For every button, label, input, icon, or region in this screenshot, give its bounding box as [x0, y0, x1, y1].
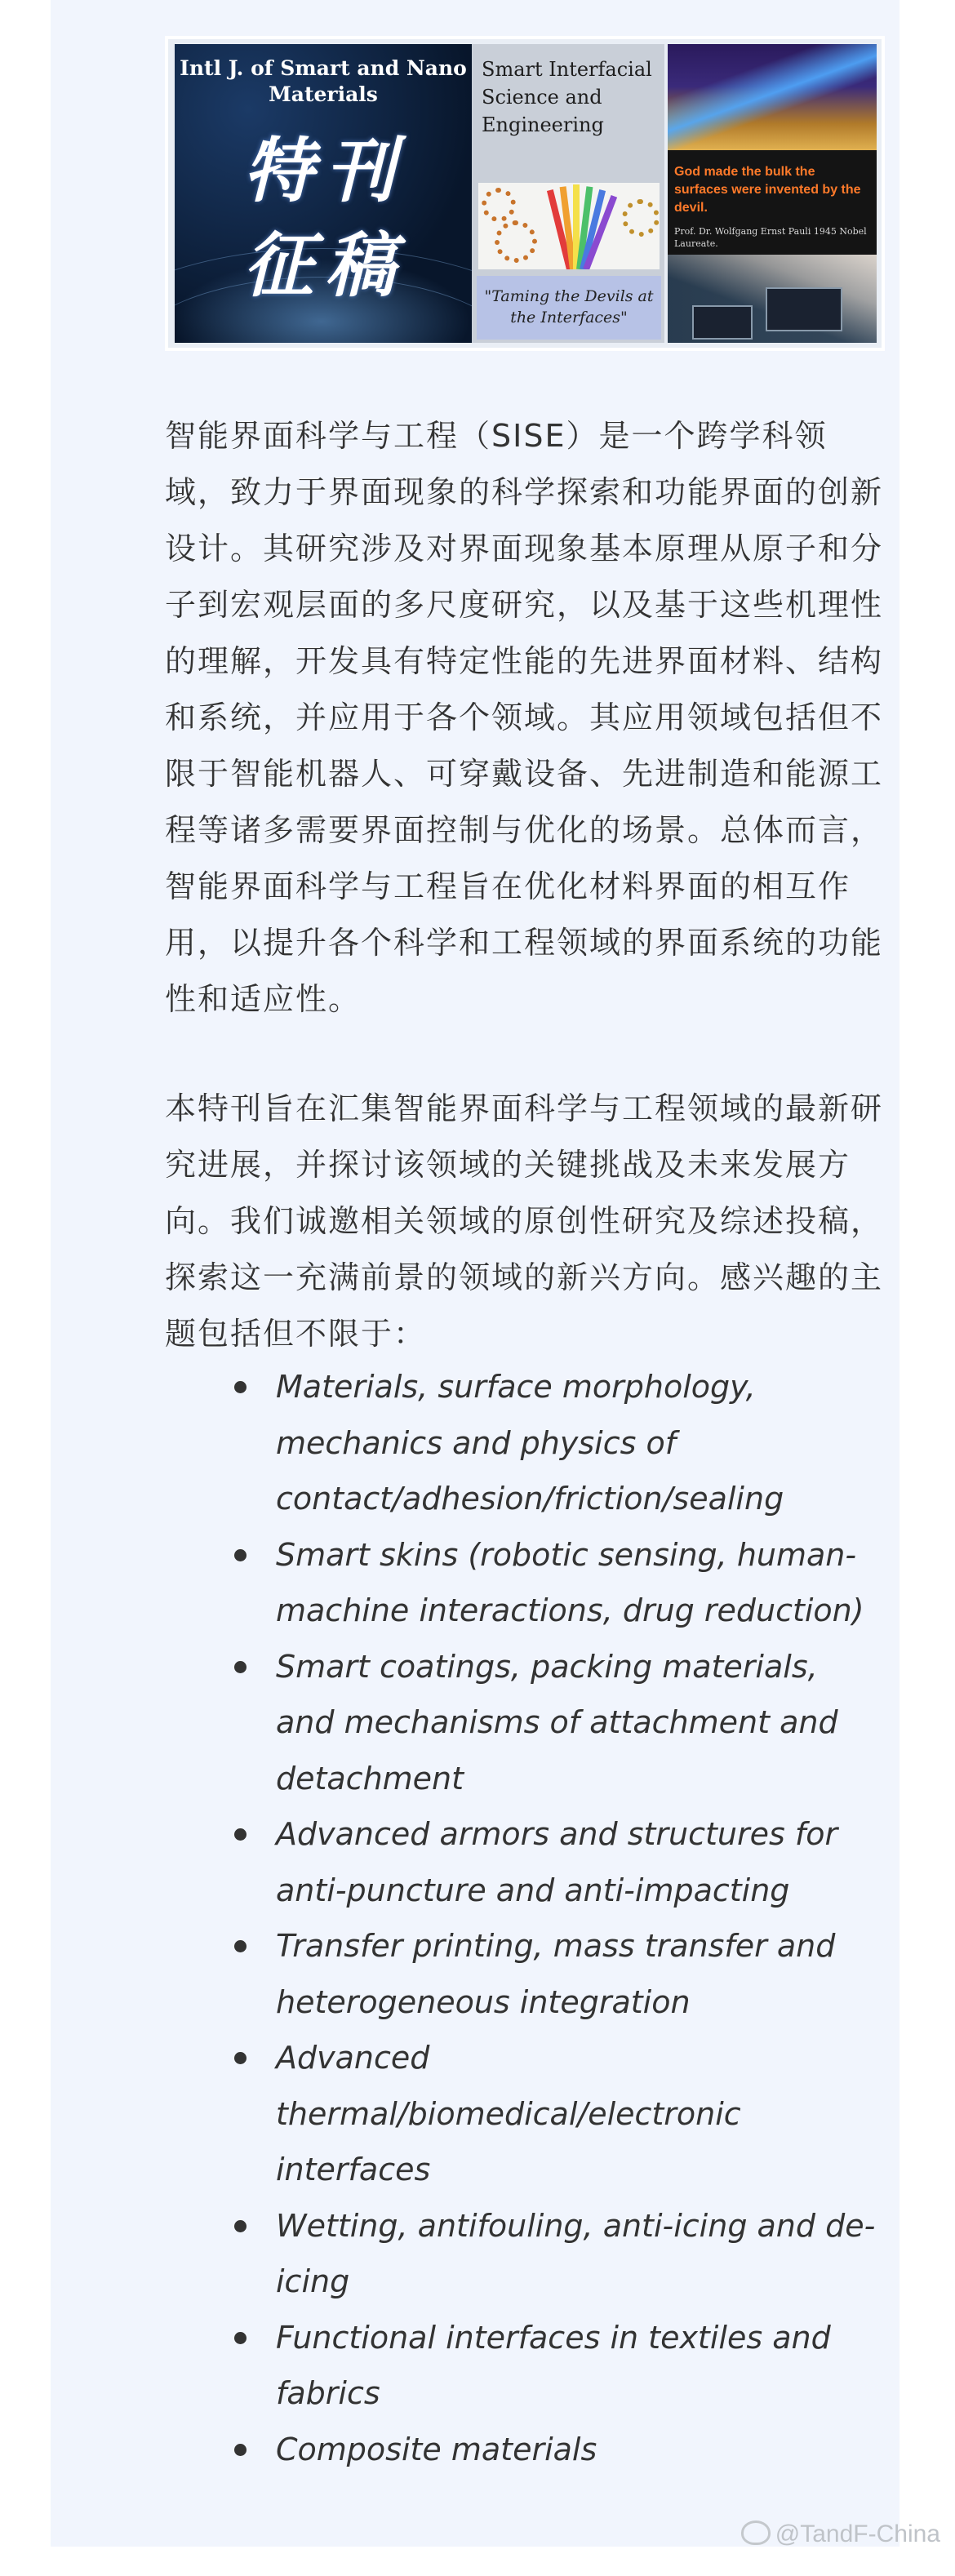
bullet-icon: [234, 1940, 247, 1952]
headline-special-issue: 特刊: [243, 131, 406, 212]
cover-tagline: "Taming the Devils at the Interfaces": [477, 276, 661, 340]
cover-artwork: [478, 183, 660, 269]
list-item: [230, 1918, 883, 2030]
bullet-icon: [234, 1828, 247, 1841]
bullet-icon: [234, 2220, 247, 2232]
banner-call-for-papers-panel: [175, 44, 472, 343]
banner-cover-panel: [472, 44, 664, 343]
journal-title: Intl J. of Smart and Nano Materials: [180, 56, 467, 106]
topic-text: Transfer printing, mass transfer and heterogeneous integration: [276, 1928, 836, 2020]
banner-quote-panel: [668, 44, 877, 343]
topic-text: Smart skins (robotic sensing, human-machine interactions, drug reduction): [276, 1536, 864, 1628]
list-item: [230, 2422, 883, 2478]
topic-text: Advanced armors and structures for anti-puncture and anti-impacting: [276, 1816, 838, 1908]
topic-text: Smart coatings, packing materials, and mechanisms of attachment and detachment: [276, 1648, 838, 1797]
gear-icon: [495, 220, 537, 263]
chip-shape: [766, 287, 842, 331]
article-card: [51, 0, 899, 2547]
topic-text: Advanced thermal/biomedical/electronic interfaces: [276, 2040, 741, 2187]
bullet-icon: [234, 2444, 247, 2456]
list-item: [230, 1806, 883, 1918]
cover-title: Smart Interfacial Science and Engineering: [482, 58, 652, 136]
list-item: [230, 2198, 883, 2310]
topic-text: Wetting, antifouling, anti-icing and de-icing: [276, 2207, 876, 2299]
gear-icon: [622, 199, 660, 237]
topic-text: Functional interfaces in textiles and fabrics: [276, 2319, 831, 2411]
weibo-icon: [741, 2520, 771, 2545]
gear-icon: [482, 188, 516, 222]
list-item: [230, 1527, 883, 1639]
list-item: [230, 2030, 883, 2198]
list-item: [230, 2310, 883, 2422]
bullet-icon: [234, 1381, 247, 1393]
quote-author: Prof. Dr. Wolfgang Ernst Pauli 1945 Nobel Laureate.: [674, 226, 867, 249]
bullet-icon: [234, 1549, 247, 1561]
bullet-icon: [234, 2052, 247, 2064]
list-item: [230, 1639, 883, 1807]
weibo-watermark: [741, 2520, 940, 2548]
topic-text: Composite materials: [276, 2431, 597, 2467]
headline-call-for-papers: 征稿: [243, 225, 406, 307]
list-item: [230, 1359, 883, 1527]
topic-text: Materials, surface morphology, mechanics and physics of contact/adhesion/friction/sealing: [276, 1369, 784, 1517]
watermark-text: @TandF-China: [775, 2520, 940, 2547]
intro-paragraph: 智能界面科学与工程（SISE）是一个跨学科领域，致力于界面现象的科学探索和功能界面的创新设计。其研究涉及对界面现象基本原理从原子和分子到宏观层面的多尺度研究，以及基于这些机理性的理解，开发具有特定性能的先进界面材料、结构和系统，并应用于各个领域。其应用领域包括但不限于智能机器人、可穿戴设备、先进制造和能源工程等诸多需要界面控制与优化的场景。总体而言，智能界面科学与工程旨在优化材料界面的相互作用，以提升各个科学和工程领域的界面系统的功能性和适应性。: [165, 418, 884, 1017]
call-paragraph: 本特刊旨在汇集智能界面科学与工程领域的最新研究进展，并探讨该领域的关键挑战及未来发展方向。我们诚邀相关领域的原创性研究及综述投稿，探索这一充满前景的领域的新兴方向。感兴趣的主题包括但不限于：: [165, 1090, 884, 1352]
chip-shape: [692, 305, 753, 340]
pauli-quote: God made the bulk the surfaces were invented by the devil.: [674, 165, 861, 215]
special-issue-banner: [168, 39, 882, 348]
bullet-icon: [234, 2332, 247, 2344]
bullet-icon: [234, 1661, 247, 1673]
topics-list: [230, 1359, 883, 2477]
chip-photo: [668, 255, 877, 343]
light-beam-image: [668, 44, 877, 150]
